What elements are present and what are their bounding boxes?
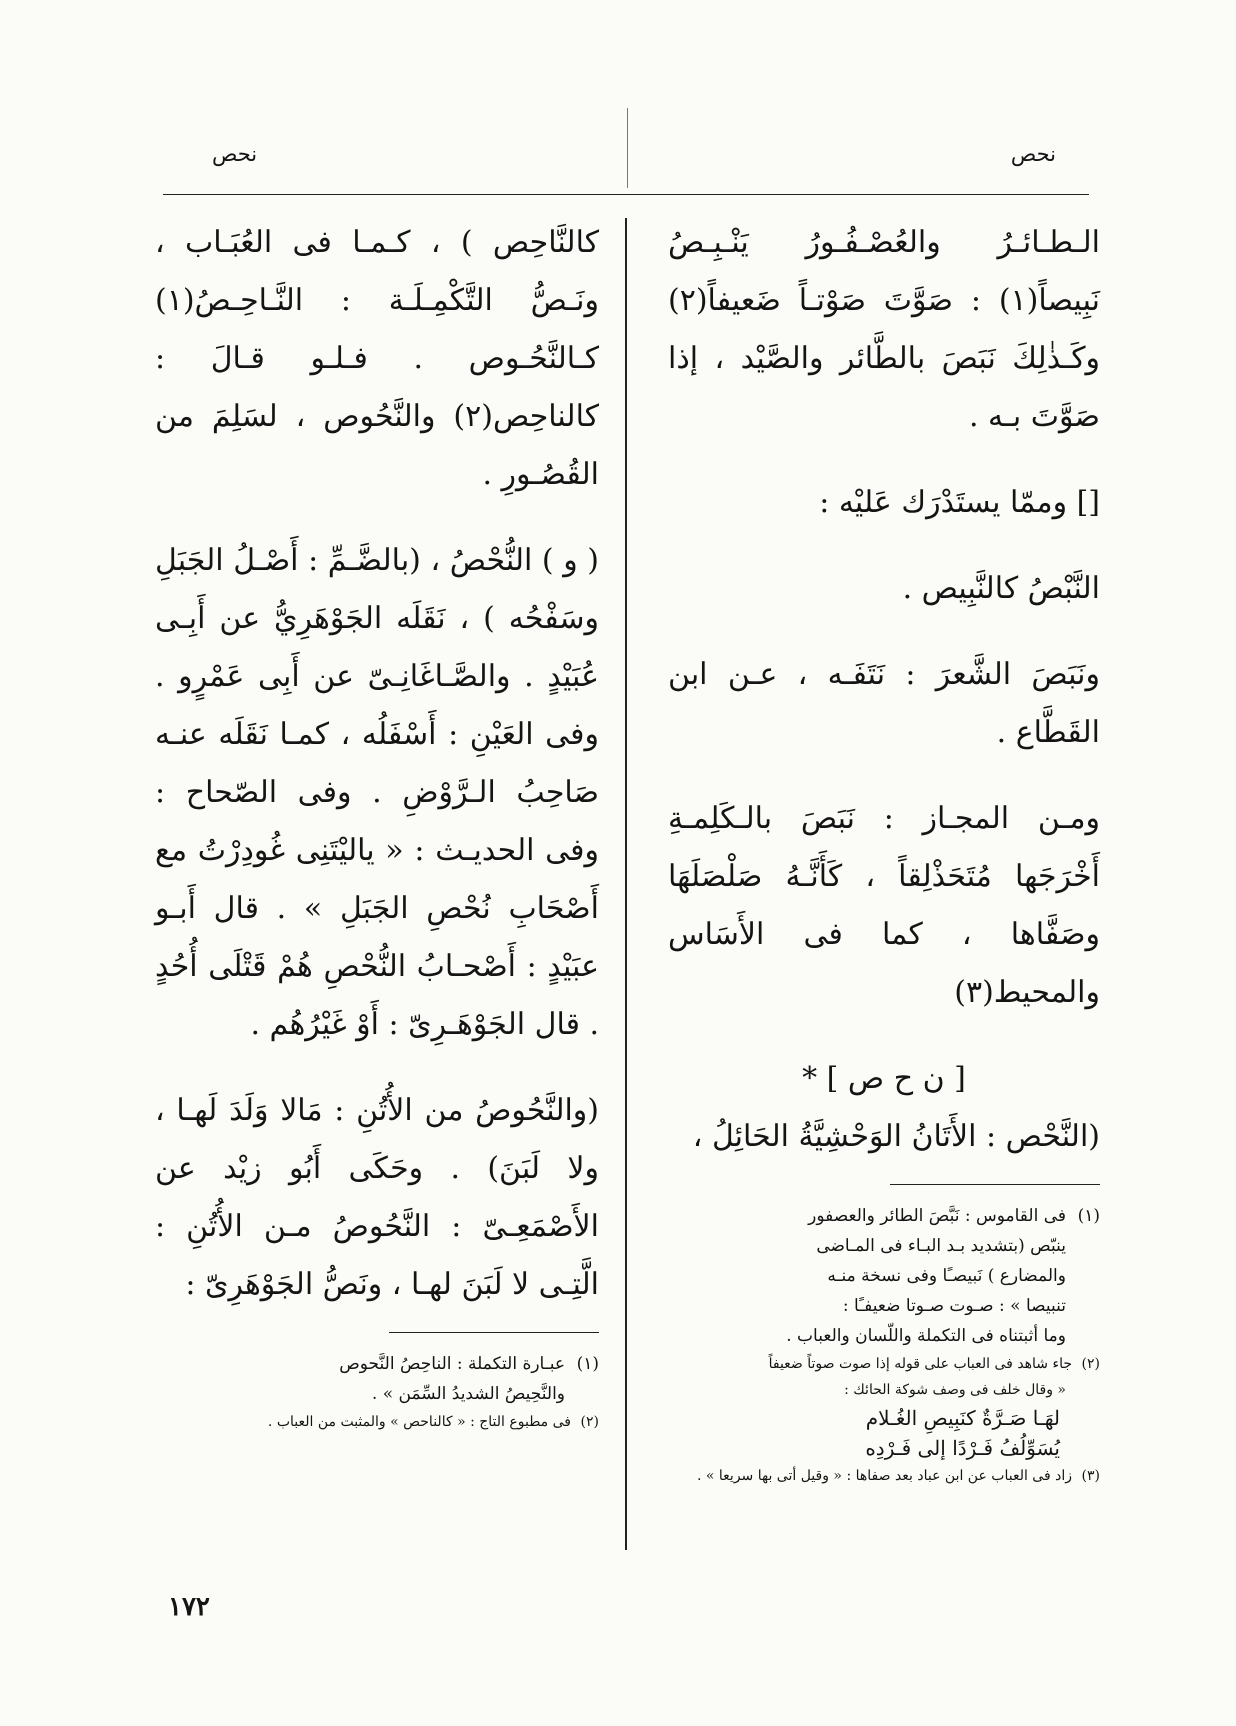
paragraph: النَّبْصُ كالنَّبِيص . bbox=[902, 571, 1100, 606]
page-number: ١٧٢ bbox=[168, 1592, 210, 1622]
footnote-line: وما أثبتناه فى التكملة واللّسان والعباب . bbox=[786, 1326, 1066, 1346]
entry-heading: [ ن ح ص ] * bbox=[802, 1061, 966, 1096]
paragraph: كالنَّاحِص ) ، كـمـا فى العُبَـاب ، ونَـصُّ التَّكْمِـلَـة : النَّـاحِـصُ(١) كـالنَّحُـوص . فـلـو قـالَ : كالناحِص(٢) والنَّحُوص ، لسَلِمَ من القُصُـورِ . bbox=[155, 225, 599, 492]
footnote-text: فى مطبوع التاج : « كالناحص » والمثبت من العباب . bbox=[267, 1414, 571, 1430]
entry-start: (النَّحْص : الأَتَانُ الوَحْشِيَّةُ الحَائِلُ ، bbox=[692, 1119, 1100, 1154]
footnote-number: (٣) bbox=[1081, 1468, 1100, 1484]
paragraph: الـطـائـرُ والعُصْـفُـورُ يَنْـبِـصُ نَبِيصاً(١) : صَوَّتَ صَوْتـاً ضَعيفاً(٢) وكَـذٰلِكَ نَبَصَ بالطَّائر والصَّيْد ، إذا صَوَّتَ بـه . bbox=[668, 225, 1100, 434]
verse-line: لهَـا صَـرَّةٌ كنَبِيصِ الغُـلام bbox=[865, 1406, 1060, 1430]
footnote-number: (٢) bbox=[1081, 1356, 1100, 1372]
paragraph: [] وممّا يستَدْرَك عَليْه : bbox=[819, 485, 1100, 520]
running-header-left: نحص bbox=[212, 142, 258, 166]
paragraph: ومـن المجـاز : نَبَصَ بالـكَلِمـةِ أَخْرَجَها مُتَحَذْلِقاً ، كَأَنَّـهُ صَلْصَلَهَا وصَفَّاها ، كما فى الأَسَاس والمحيط(٣) bbox=[668, 801, 1100, 1010]
paragraph: ( و ) النُّحْصُ ، (بالضَّـمِّ : أَصْـلُ الجَبَلِ وسَفْحُه ) ، نَقَلَه الجَوْهَرِيُّ عن أَبِـى عُبَيْدٍ . والصَّـاغَانِـىّ عن أَبِى عَمْرٍو . وفى العَيْنِ : أَسْفَلُه ، كمـا نَقَلَه عنـه صَاحِبُ الـرَّوْضِ . وفى الصّحاح : وفى الحديـث : « ياليْتَنِى غُودِرْتُ مع أَصْحَابِ نُحْصِ الجَبَلِ » . قال أَبـو عبَيْدٍ : أَصْحـابُ النُّحْصِ هُمْ قَتْلَى أُحُدٍ . قال الجَوْهَـرِىّ : أَوْ غَيْرُهُم . bbox=[155, 543, 599, 1042]
footnote-line: « وقال خلف فى وصف شوكة الحائك : bbox=[844, 1382, 1066, 1398]
footnote-line: والمضارع ) نَبيصـًا وفى نسخة منـه bbox=[827, 1266, 1066, 1286]
footnote-line: ينبّص (بتشديد بـد البـاء فى المـاضى bbox=[816, 1236, 1066, 1256]
paragraph: (والنَّحُوصُ من الأُتُنِ : مَالا وَلَدَ لَهـا ، ولا لَبَنَ) . وحَكَى أَبُو زيْد عن الأَصْمَعِـىّ : النَّحُوصُ مـن الأُتُنِ : الَّتِـى لا لَبَنَ لهـا ، ونَصُّ الجَوْهَرِىّ : bbox=[155, 1093, 599, 1302]
footnote-number: (١) bbox=[1077, 1206, 1100, 1226]
footnote-rule bbox=[890, 1184, 1100, 1185]
left-column bbox=[155, 214, 599, 1435]
footnote-line: والنَّحِيصُ الشديدُ السِّمَن » . bbox=[371, 1384, 565, 1404]
footnote-number: (١) bbox=[576, 1354, 599, 1374]
footnote-line: تنبيصا » : صـوت صـوتا ضعيفـًا : bbox=[842, 1296, 1066, 1316]
footnote-text: عبـارة التكملة : الناحِصُ النَّحوص bbox=[339, 1354, 565, 1374]
footnote-text: زاد فى العباب عن ابن عباد بعد صفاها : « وقيل أتى بها سريعا » . bbox=[696, 1468, 1072, 1484]
paragraph: ونَبَصَ الشَّعرَ : نَتَفَـه ، عـن ابن القَطَّاع . bbox=[668, 657, 1100, 750]
footnote-text: جاء شاهد فى العباب على قوله إذا صوت صوتاً ضعيفاً bbox=[768, 1356, 1072, 1372]
header-divider bbox=[627, 108, 628, 188]
footnote bbox=[668, 1351, 1100, 1377]
column-divider bbox=[625, 218, 627, 1550]
footnote bbox=[668, 1201, 1100, 1231]
footnote bbox=[155, 1409, 599, 1435]
footnote bbox=[668, 1463, 1100, 1489]
footnote-number: (٢) bbox=[580, 1414, 599, 1430]
header-rule bbox=[163, 194, 1089, 195]
footnote bbox=[155, 1349, 599, 1379]
footnote-rule bbox=[389, 1332, 599, 1333]
right-column bbox=[668, 214, 1100, 1489]
running-header-right: نحص bbox=[1010, 142, 1056, 166]
verse-line: يُسَوِّلُفُ فَـرْدًا إلى فَـرْدِه bbox=[865, 1436, 1060, 1460]
footnote-text: فى القاموس : نَبَّصَ الطائر والعصفور bbox=[808, 1206, 1066, 1226]
